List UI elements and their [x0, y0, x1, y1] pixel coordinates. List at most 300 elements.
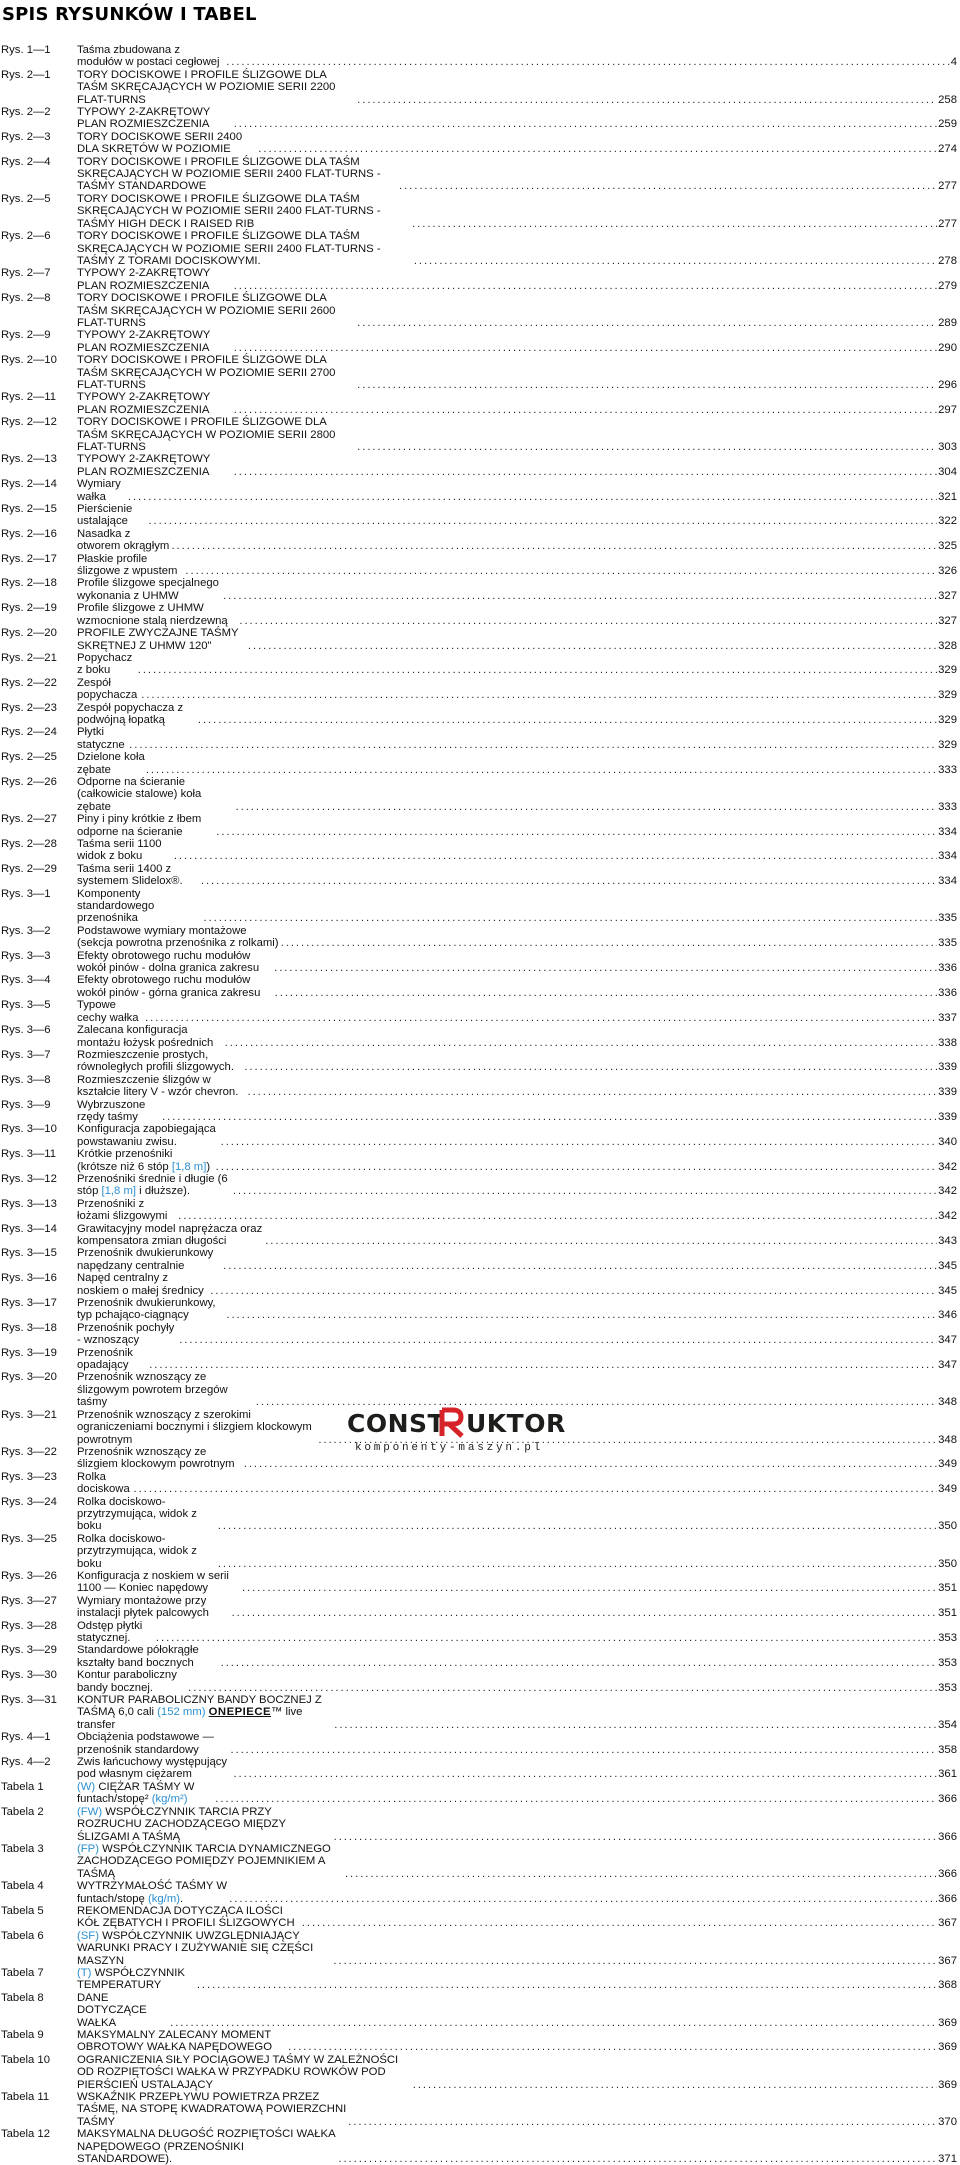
toc-dot-leader: [170, 2017, 937, 2029]
toc-dot-leader: [414, 255, 937, 267]
toc-entry-number: Rys. 2—12: [1, 416, 57, 429]
toc-entry-title-wrap: [77, 1049, 960, 1074]
toc-entry-title-wrap: [77, 1694, 960, 1731]
toc-entry-page: 335: [938, 912, 957, 925]
toc-dot-leader: [216, 1161, 938, 1173]
toc-entry-title-wrap: [77, 391, 960, 416]
toc-entry-page: 345: [938, 1284, 957, 1297]
toc-entry[interactable]: [0, 602, 960, 627]
toc-entry[interactable]: [0, 1756, 960, 1781]
toc-dot-leader: [171, 540, 937, 552]
toc-dot-leader: [185, 565, 937, 577]
toc-entry-page: 369: [938, 2041, 957, 2054]
toc-entry-page: 350: [938, 1520, 957, 1533]
toc-entry-page: 329: [938, 689, 957, 702]
toc-entry-title-wrap: [77, 1992, 960, 2029]
toc-entry-title-wrap: [77, 553, 960, 578]
toc-entry[interactable]: [0, 230, 960, 267]
toc-entry[interactable]: [0, 2054, 960, 2091]
toc-dot-leader: [145, 1012, 937, 1024]
toc-entry-number: Rys. 2—26: [1, 775, 57, 788]
toc-dot-leader: [221, 1657, 937, 1669]
toc-entry-page: 277: [938, 180, 957, 193]
toc-entry-number: Rys. 3—6: [1, 1024, 51, 1037]
toc-entry-number: Rys. 3—11: [1, 1148, 57, 1161]
toc-entry-title: Profile ślizgowe specjalnego wykonania z UHMW: [77, 577, 219, 602]
toc-entry[interactable]: [0, 1533, 960, 1570]
toc-entry-title: REKOMENDACJA DOTYCZĄCA ILOŚCI KÓŁ ZĘBATYCH I PROFILI ŚLIZGOWYCH: [77, 1904, 295, 1930]
toc-dot-leader: [248, 1086, 938, 1098]
toc-entry-title: Konfiguracja zapobiegająca powstawaniu zwisu.: [77, 1123, 216, 1148]
toc-entry-number: Rys. 3—4: [1, 974, 51, 987]
toc-entry-title-wrap: [77, 702, 960, 727]
toc-entry-title: TORY DOCISKOWE I PROFILE ŚLIZGOWE DLA TAŚM SKRĘCAJĄCYCH W POZIOMIE SERII 2700 FLAT-TURNS: [77, 354, 336, 391]
toc-entry-title-wrap: [77, 1148, 960, 1173]
toc-entry[interactable]: [0, 627, 960, 652]
toc-dot-leader: [248, 640, 937, 652]
toc-entry-number: Rys. 2—25: [1, 751, 57, 764]
toc-entry-title-wrap: [77, 751, 960, 776]
toc-dot-leader: [178, 1210, 937, 1222]
toc-entry-number: Rys. 3—25: [1, 1532, 57, 1545]
toc-entry-number: Rys. 3—27: [1, 1594, 57, 1607]
toc-entry-title: Zespół popychacza z podwójną łopatką: [77, 701, 184, 726]
toc-entry-title: TORY DOCISKOWE I PROFILE ŚLIZGOWE DLA TAŚM SKRĘCAJĄCYCH W POZIOMIE SERII 2800 FLAT-TURNS: [77, 416, 336, 453]
toc-entry-number: Tabela 8: [1, 1991, 44, 2004]
toc-entry-title-wrap: [77, 503, 960, 528]
toc-entry[interactable]: [0, 1669, 960, 1694]
toc-entry-number: Rys. 2—11: [1, 391, 57, 404]
toc-entry-title: Komponenty standardowego przenośnika: [77, 887, 155, 925]
toc-entry-title-wrap: [77, 416, 960, 453]
toc-entry-page: 274: [938, 143, 957, 156]
toc-entry-number: Rys. 2—10: [1, 354, 57, 367]
toc-entry[interactable]: [0, 1272, 960, 1297]
toc-entry-page: 366: [938, 1830, 957, 1843]
toc-entry[interactable]: [0, 1371, 960, 1408]
toc-entry-title-wrap: [77, 1533, 960, 1570]
toc-entry[interactable]: [0, 478, 960, 503]
toc-entry[interactable]: [0, 292, 960, 329]
toc-entry-number: Rys. 3—18: [1, 1321, 57, 1334]
toc-entry[interactable]: [0, 1595, 960, 1620]
toc-dot-leader: [244, 1061, 937, 1073]
toc-entry-title: Zwis łańcuchowy występujący pod własnym ciężarem: [77, 1756, 228, 1781]
toc-entry[interactable]: [0, 156, 960, 193]
toc-entry[interactable]: [0, 503, 960, 528]
toc-entry-number: Rys. 2—23: [1, 701, 57, 714]
toc-entry-number: Tabela 7: [1, 1966, 44, 1979]
toc-entry-title: Obciążenia podstawowe — przenośnik standardowy: [77, 1731, 214, 1756]
toc-entry-title-wrap: [77, 1024, 960, 1049]
toc-entry-title-wrap: [77, 44, 960, 69]
toc-entry-title-wrap: [77, 1247, 960, 1272]
toc-entry-title: DANE DOTYCZĄCE WAŁKA: [77, 1991, 147, 2029]
toc-entry-number: Rys. 2—4: [1, 155, 51, 168]
toc-entry-page: 339: [938, 1086, 957, 1099]
toc-entry-page: 322: [938, 515, 957, 528]
toc-entry-number: Tabela 2: [1, 1805, 44, 1818]
toc-entry[interactable]: [0, 925, 960, 950]
toc-entry-page: 334: [938, 825, 957, 838]
toc-entry-title-wrap: [77, 1930, 960, 1967]
toc-entry[interactable]: [0, 702, 960, 727]
toc-entry-title: TYPOWY 2-ZAKRĘTOWY PLAN ROZMIESZCZENIA: [77, 329, 211, 354]
toc-entry[interactable]: [0, 453, 960, 478]
toc-entry-page: 342: [938, 1185, 957, 1198]
toc-dot-leader: [148, 515, 937, 527]
toc-entry[interactable]: [0, 44, 960, 69]
toc-entry-page: 345: [938, 1259, 957, 1272]
toc-entry-page: 369: [938, 2016, 957, 2029]
toc-entry[interactable]: [0, 677, 960, 702]
toc-entry[interactable]: [0, 1198, 960, 1223]
toc-entry[interactable]: [0, 2091, 960, 2128]
toc-entry-title: Efekty obrotowego ruchu modułów wokół pinów - dolna granica zakresu: [77, 949, 260, 975]
toc-entry-page: 368: [938, 1979, 957, 1992]
toc-entry-number: Rys. 2—1: [1, 68, 51, 81]
toc-entry[interactable]: [0, 416, 960, 453]
toc-dot-leader: [357, 317, 937, 329]
toc-entry-title: Przenośnik wznoszący ze ślizgiem klockowym powrotnym: [77, 1445, 235, 1471]
toc-entry-title: Taśma zbudowana z modułów w postaci cegłowej: [77, 44, 220, 69]
toc-entry[interactable]: [0, 391, 960, 416]
toc-entry[interactable]: [0, 267, 960, 292]
toc-entry[interactable]: [0, 1620, 960, 1645]
toc-entry[interactable]: [0, 813, 960, 838]
toc-entry[interactable]: [0, 1347, 960, 1372]
toc-entry[interactable]: [0, 1880, 960, 1905]
toc-entry-page: 370: [938, 2115, 957, 2128]
toc-entry-title-wrap: [77, 69, 960, 106]
toc-entry-title: TORY DOCISKOWE I PROFILE ŚLIZGOWE DLA TAŚM SKRĘCAJĄCYCH W POZIOMIE SERII 2400 FLAT-TURNS - TAŚMY STANDARDOWE: [77, 155, 381, 193]
toc-entry-page: 353: [938, 1656, 957, 1669]
toc-entry[interactable]: [0, 354, 960, 391]
toc-dot-leader: [275, 987, 937, 999]
toc-entry-page: 326: [938, 565, 957, 578]
toc-dot-leader: [234, 466, 937, 478]
toc-entry-title: Napęd centralny z noskiem o małej średnicy: [77, 1272, 204, 1297]
toc-entry[interactable]: [0, 1496, 960, 1533]
toc-entry[interactable]: [0, 1843, 960, 1880]
toc-entry-page: 342: [938, 1160, 957, 1173]
toc-entry-number: Rys. 3—3: [1, 949, 51, 962]
toc-entry[interactable]: [0, 1930, 960, 1967]
toc-entry-title-wrap: [77, 1471, 960, 1496]
toc-entry-page: 304: [938, 465, 957, 478]
toc-dot-leader: [357, 94, 937, 106]
toc-entry[interactable]: [0, 528, 960, 553]
toc-entry[interactable]: [0, 1173, 960, 1198]
toc-entry-page: 290: [938, 341, 957, 354]
toc-dot-leader: [357, 441, 937, 453]
toc-entry[interactable]: [0, 1123, 960, 1148]
toc-entry-title-wrap: [77, 1123, 960, 1148]
toc-entry-page: 350: [938, 1557, 957, 1570]
toc-entry-title-wrap: [77, 1347, 960, 1372]
toc-dot-leader: [226, 56, 950, 68]
toc-entry-title: Przenośnik dwukierunkowy napędzany centralnie: [77, 1247, 214, 1272]
toc-entry-title: Konfiguracja z noskiem w serii 1100 — Koniec napędowy: [77, 1569, 229, 1595]
toc-dot-leader: [215, 1793, 937, 1805]
toc-entry-title-wrap: [77, 1173, 960, 1198]
toc-entry[interactable]: [0, 1074, 960, 1099]
toc-entry-number: Rys. 2—29: [1, 862, 57, 875]
toc-entry[interactable]: [0, 69, 960, 106]
toc-dot-leader: [203, 912, 937, 924]
toc-entry-title-wrap: [77, 1074, 960, 1099]
toc-entry[interactable]: [0, 652, 960, 677]
toc-entry[interactable]: [0, 1024, 960, 1049]
toc-entry-title: Płytki statyczne: [77, 726, 125, 751]
toc-dot-leader: [134, 1483, 938, 1495]
toc-entry[interactable]: [0, 577, 960, 602]
toc-dot-leader: [288, 2041, 937, 2053]
toc-entry-page: 327: [938, 589, 957, 602]
toc-entry[interactable]: [0, 1322, 960, 1347]
toc-entry-title-wrap: [77, 1905, 960, 1930]
toc-entry-number: Rys. 3—8: [1, 1073, 51, 1086]
toc-entry-page: 277: [938, 217, 957, 230]
toc-entry[interactable]: [0, 1694, 960, 1731]
toc-entry-title-wrap: [77, 1843, 960, 1880]
toc-entry-title: Płaskie profile ślizgowe z wpustem: [77, 552, 178, 578]
toc-entry[interactable]: [0, 888, 960, 925]
toc-entry[interactable]: [0, 1644, 960, 1669]
toc-entry-page: 334: [938, 850, 957, 863]
toc-entry-title: Dzielone koła zębate: [77, 751, 145, 776]
toc-entry-page: 361: [938, 1768, 957, 1781]
toc-dot-leader: [265, 1235, 937, 1247]
toc-entry-title: (FW) WSPÓŁCZYNNIK TARCIA PRZY ROZRUCHU ZACHODZĄCEGO MIĘDZY ŚLIZGAMI A TAŚMĄ: [77, 1805, 286, 1843]
toc-entry[interactable]: [0, 1297, 960, 1322]
toc-entry-number: Rys. 2—19: [1, 602, 57, 615]
toc-entry-page: 349: [938, 1483, 957, 1496]
toc-entry-number: Rys. 3—31: [1, 1694, 57, 1707]
toc-entry-title-wrap: [77, 726, 960, 751]
toc-entry-number: Rys. 2—18: [1, 577, 57, 590]
toc-dot-leader: [281, 937, 937, 949]
toc-entry-page: 348: [938, 1433, 957, 1446]
toc-dot-leader: [232, 1607, 938, 1619]
toc-entry-title: Rolka dociskowo-przytrzymująca, widok z boku: [77, 1495, 197, 1533]
toc-entry[interactable]: [0, 974, 960, 999]
toc-entry-page: 279: [938, 279, 957, 292]
toc-entry-title: Przenośnik wznoszący z szerokimi ograniczeniami bocznymi i ślizgiem klockowym powrotnym: [77, 1408, 312, 1446]
toc-entry-title: Przenośniki średnie i długie (6 stóp [1,8 m] i dłuższe).: [77, 1172, 228, 1198]
toc-entry[interactable]: [0, 950, 960, 975]
toc-entry-title: Przenośniki z łożami ślizgowymi: [77, 1197, 168, 1223]
toc-entry[interactable]: [0, 329, 960, 354]
toc-entry[interactable]: [0, 1967, 960, 1992]
toc-entry-number: Rys. 3—28: [1, 1619, 57, 1632]
toc-entry-number: Rys. 1—1: [1, 44, 51, 56]
toc-entry-title-wrap: [77, 2029, 960, 2054]
toc-entry-title: WYTRZYMAŁOŚĆ TAŚMY W funtach/stopę (kg/m).: [77, 1880, 228, 1905]
toc-entry-title-wrap: [77, 602, 960, 627]
toc-entry-number: Rys. 2—17: [1, 552, 57, 565]
toc-entry-page: 333: [938, 800, 957, 813]
toc-entry-page: 328: [938, 639, 957, 652]
toc-dot-leader: [149, 1359, 937, 1371]
toc-dot-leader: [162, 1111, 937, 1123]
toc-entry-page: 297: [938, 403, 957, 416]
toc-dot-leader: [216, 826, 937, 838]
toc-entry-page: 353: [938, 1632, 957, 1644]
toc-entry-title-wrap: [77, 1198, 960, 1223]
toc-entry[interactable]: [0, 193, 960, 230]
toc-entry-number: Rys. 3—19: [1, 1346, 57, 1359]
toc-entry[interactable]: [0, 838, 960, 863]
toc-entry[interactable]: [0, 1247, 960, 1272]
toc-entry[interactable]: [0, 2029, 960, 2054]
toc-entry-title: Przenośnik wznoszący ze ślizgowym powrotem brzegów taśmy: [77, 1371, 228, 1409]
toc-entry-page: 339: [938, 1110, 957, 1123]
toc-entry-title: Popychacz z boku: [77, 651, 133, 677]
toc-entry-title: Przenośnik pochyły - wznoszący: [77, 1321, 175, 1347]
toc-entry-title-wrap: [77, 1322, 960, 1347]
toc-dot-leader: [197, 1979, 937, 1991]
toc-entry-page: 303: [938, 441, 957, 453]
toc-entry-title-wrap: [77, 1223, 960, 1248]
toc-entry-title: Nasadka z otworem okrągłym: [77, 527, 170, 553]
toc-dot-leader: [218, 1520, 937, 1532]
toc-entry-title-wrap: [77, 2054, 960, 2091]
toc-entry-title-wrap: [77, 292, 960, 329]
toc-entry[interactable]: [0, 1223, 960, 1248]
toc-entry[interactable]: [0, 1781, 960, 1806]
toc-entry-number: Rys. 3—15: [1, 1247, 57, 1260]
toc-entry-number: Rys. 2—24: [1, 726, 57, 739]
toc-entry-title: Piny i piny krótkie z łbem odporne na ścieranie: [77, 813, 202, 838]
toc-entry-number: Rys. 2—9: [1, 329, 51, 342]
toc-entry-number: Rys. 3—20: [1, 1371, 57, 1384]
toc-entry[interactable]: [0, 1049, 960, 1074]
toc-entry[interactable]: [0, 1570, 960, 1595]
toc-entry-number: Rys. 2—3: [1, 130, 51, 143]
toc-entry-page: 336: [938, 962, 957, 975]
toc-entry-title: OGRANICZENIA SIŁY POCIĄGOWEJ TAŚMY W ZALEŻNOŚCI OD ROZPIĘTOŚCI WAŁKA W PRZYPADKU ROWKÓW POD PIERŚCIEŃ USTALAJĄCY: [77, 2053, 399, 2091]
toc-entry-title-wrap: [77, 156, 960, 193]
toc-entry[interactable]: [0, 106, 960, 131]
toc-entry-title-wrap: [77, 974, 960, 999]
toc-entry[interactable]: [0, 1731, 960, 1756]
logo-wordmark-right: UKTOR: [466, 1409, 566, 1438]
toc-entry-title-wrap: [77, 925, 960, 950]
toc-entry-title: TYPOWY 2-ZAKRĘTOWY PLAN ROZMIESZCZENIA: [77, 267, 211, 292]
toc-entry[interactable]: [0, 2128, 960, 2165]
toc-entry-page: 278: [938, 254, 957, 267]
toc-entry[interactable]: [0, 1471, 960, 1496]
toc-entry-title: Profile ślizgowe z UHMW wzmocnione stalą nierdzewną: [77, 602, 228, 627]
toc-entry-title: MAKSYMALNA DŁUGOŚĆ ROZPIĘTOŚCI WAŁKA NAPĘDOWEGO (PRZENOŚNIKI STANDARDOWE).: [77, 2128, 336, 2165]
toc-entry-title: Odstęp płytki statycznej.: [77, 1619, 143, 1644]
toc-entry[interactable]: [0, 999, 960, 1024]
page-title: SPIS RYSUNKÓW I TABEL: [2, 4, 257, 25]
toc-entry[interactable]: [0, 1148, 960, 1173]
toc-entry-page: 367: [938, 1954, 957, 1967]
toc-entry-page: 327: [938, 614, 957, 627]
toc-entry-title: Taśma serii 1400 z systemem Slidelox®.: [77, 862, 183, 888]
toc-entry-title-wrap: [77, 1756, 960, 1781]
toc-entry-title: KONTUR PARABOLICZNY BANDY BOCZNEJ Z TAŚMĄ 6,0 cali (152 mm) ONEPIECE™ live transfer: [77, 1694, 322, 1731]
toc-entry-page: 336: [938, 986, 957, 999]
toc-dot-leader: [357, 379, 937, 391]
toc-entry-title: TYPOWY 2-ZAKRĘTOWY PLAN ROZMIESZCZENIA: [77, 391, 211, 416]
toc-dot-leader: [233, 1768, 937, 1780]
toc-entry[interactable]: [0, 1992, 960, 2029]
toc-dot-leader: [236, 801, 938, 813]
toc-entry-title-wrap: [77, 1595, 960, 1620]
toc-entry-title-wrap: [77, 1806, 960, 1843]
toc-entry-title-wrap: [77, 1620, 960, 1645]
toc-entry[interactable]: [0, 751, 960, 776]
toc-entry[interactable]: [0, 1806, 960, 1843]
toc-entry[interactable]: [0, 1099, 960, 1124]
toc-entry-title: Pierścienie ustalające: [77, 503, 133, 528]
toc-entry-title-wrap: [77, 838, 960, 863]
toc-dot-leader: [223, 1260, 937, 1272]
toc-entry-title-wrap: [77, 1669, 960, 1694]
toc-entry-title: Wybrzuszone rzędy taśmy: [77, 1098, 146, 1123]
toc-entry-title-wrap: [77, 267, 960, 292]
toc-entry-page: 321: [938, 490, 957, 503]
toc-entry-title-wrap: [77, 1880, 960, 1905]
toc-entry-title-wrap: [77, 2128, 960, 2165]
toc-entry-number: Rys. 2—15: [1, 503, 57, 516]
toc-entry-page: 366: [938, 1793, 957, 1806]
toc-entry[interactable]: [0, 776, 960, 813]
toc-entry-title: Rolka dociskowa: [77, 1470, 130, 1496]
toc-entry-number: Rys. 3—12: [1, 1172, 57, 1185]
toc-entry-title-wrap: [77, 1371, 960, 1408]
toc-entry-title-wrap: [77, 888, 960, 925]
toc-dot-leader: [128, 491, 937, 503]
toc-entry[interactable]: [0, 726, 960, 751]
toc-entry-title: TORY DOCISKOWE SERII 2400 DLA SKRĘTÓW W POZIOMIE: [77, 130, 243, 156]
toc-entry-title-wrap: [77, 131, 960, 156]
toc-entry-page: 354: [938, 1718, 957, 1731]
toc-entry-number: Rys. 3—1: [1, 887, 51, 900]
toc-entry-number: Rys. 3—5: [1, 999, 51, 1012]
toc-entry-page: 329: [938, 664, 957, 677]
toc-entry[interactable]: [0, 1905, 960, 1930]
toc-entry-page: 351: [938, 1607, 957, 1620]
toc-entry-page: 346: [938, 1309, 957, 1322]
toc-entry-number: Rys. 2—27: [1, 813, 57, 826]
toc-entry-number: Rys. 3—23: [1, 1470, 57, 1483]
toc-entry[interactable]: [0, 131, 960, 156]
toc-dot-leader: [129, 739, 937, 751]
toc-dot-leader: [234, 342, 937, 354]
toc-dot-leader: [221, 1136, 937, 1148]
toc-entry[interactable]: [0, 863, 960, 888]
toc-entry-title-wrap: [77, 776, 960, 813]
toc-entry-number: Rys. 2—7: [1, 267, 51, 280]
toc-dot-leader: [226, 1309, 937, 1321]
toc-entry-title: TYPOWY 2-ZAKRĘTOWY PLAN ROZMIESZCZENIA: [77, 106, 211, 131]
toc-entry-number: Rys. 2—6: [1, 230, 51, 243]
toc-entry-title: TORY DOCISKOWE I PROFILE ŚLIZGOWE DLA TAŚM SKRĘCAJĄCYCH W POZIOMIE SERII 2600 FLAT-TURNS: [77, 292, 336, 329]
toc-dot-leader: [210, 1285, 937, 1297]
toc-entry-title-wrap: [77, 577, 960, 602]
toc-entry-title-wrap: [77, 627, 960, 652]
toc-entry-number: Rys. 2—5: [1, 192, 51, 205]
construktor-logo: [345, 1405, 580, 1453]
toc-dot-leader: [229, 1893, 937, 1905]
toc-entry[interactable]: [0, 553, 960, 578]
toc-entry-page: 329: [938, 713, 957, 726]
